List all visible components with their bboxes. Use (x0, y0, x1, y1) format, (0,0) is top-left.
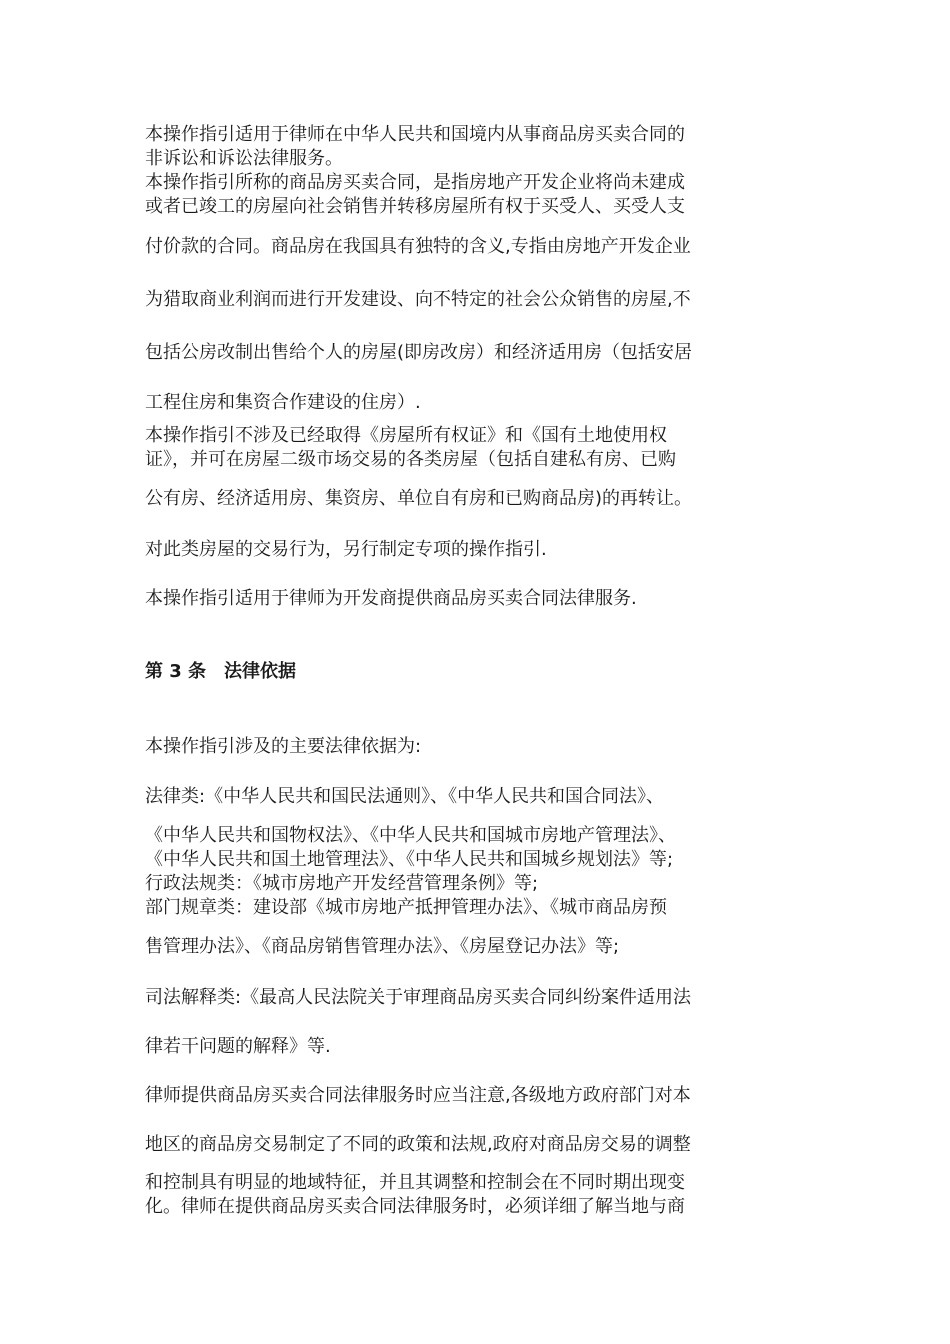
paragraph-line: 对此类房屋的交易行为，另行制定专项的操作指引. (145, 539, 547, 560)
paragraph-line: 本操作指引不涉及已经取得《房屋所有权证》和《国有土地使用权 (145, 425, 667, 446)
paragraph-line: 本操作指引所称的商品房买卖合同，是指房地产开发企业将尚未建成 (145, 172, 685, 193)
paragraph-line: 化。律师在提供商品房买卖合同法律服务时，必须详细了解当地与商 (145, 1196, 685, 1217)
paragraph-line: 包括公房改制出售给个人的房屋(即房改房）和经济适用房（包括安居 (145, 342, 693, 363)
paragraph-line: 司法解释类:《最高人民法院关于审理商品房买卖合同纠纷案件适用法 (145, 987, 692, 1008)
paragraph-line: 《中华人民共和国土地管理法》、《中华人民共和国城乡规划法》等; (145, 849, 674, 870)
paragraph-line: 付价款的合同。商品房在我国具有独特的含义,专指由房地产开发企业 (145, 236, 691, 257)
paragraph-line: 售管理办法》、《商品房销售管理办法》、《房屋登记办法》等; (145, 936, 620, 957)
paragraph-line: 为猎取商业利润而进行开发建设、向不特定的社会公众销售的房屋,不 (145, 289, 691, 310)
paragraph-line: 律师提供商品房买卖合同法律服务时应当注意,各级地方政府部门对本 (145, 1085, 691, 1106)
paragraph-line: 公有房、经济适用房、集资房、单位自有房和已购商品房)的再转让。 (145, 488, 693, 509)
paragraph-line: 和控制具有明显的地域特征，并且其调整和控制会在不同时期出现变 (145, 1172, 685, 1193)
paragraph-line: 部门规章类：建设部《城市房地产抵押管理办法》、《城市商品房预 (145, 897, 667, 918)
paragraph-line: 工程住房和集资合作建设的住房）. (145, 392, 421, 413)
paragraph-line: 或者已竣工的房屋向社会销售并转移房屋所有权于买受人、买受人支 (145, 196, 685, 217)
paragraph-line: 非诉讼和诉讼法律服务。 (145, 148, 343, 169)
paragraph-line: 《中华人民共和国物权法》、《中华人民共和国城市房地产管理法》、 (145, 825, 676, 846)
section-heading: 第 3 条 法律依据 (145, 661, 297, 682)
paragraph-line: 律若干问题的解释》等. (145, 1036, 331, 1057)
paragraph-line: 证》，并可在房屋二级市场交易的各类房屋（包括自建私有房、已购 (145, 449, 676, 470)
paragraph-line: 本操作指引适用于律师为开发商提供商品房买卖合同法律服务. (145, 588, 637, 609)
paragraph-line: 本操作指引适用于律师在中华人民共和国境内从事商品房买卖合同的 (145, 124, 685, 145)
paragraph-line: 地区的商品房交易制定了不同的政策和法规,政府对商品房交易的调整 (145, 1134, 691, 1155)
paragraph-line: 行政法规类：《城市房地产开发经营管理条例》等; (145, 873, 539, 894)
paragraph-line: 法律类:《中华人民共和国民法通则》、《中华人民共和国合同法》、 (145, 786, 665, 807)
paragraph-line: 本操作指引涉及的主要法律依据为: (145, 736, 422, 757)
